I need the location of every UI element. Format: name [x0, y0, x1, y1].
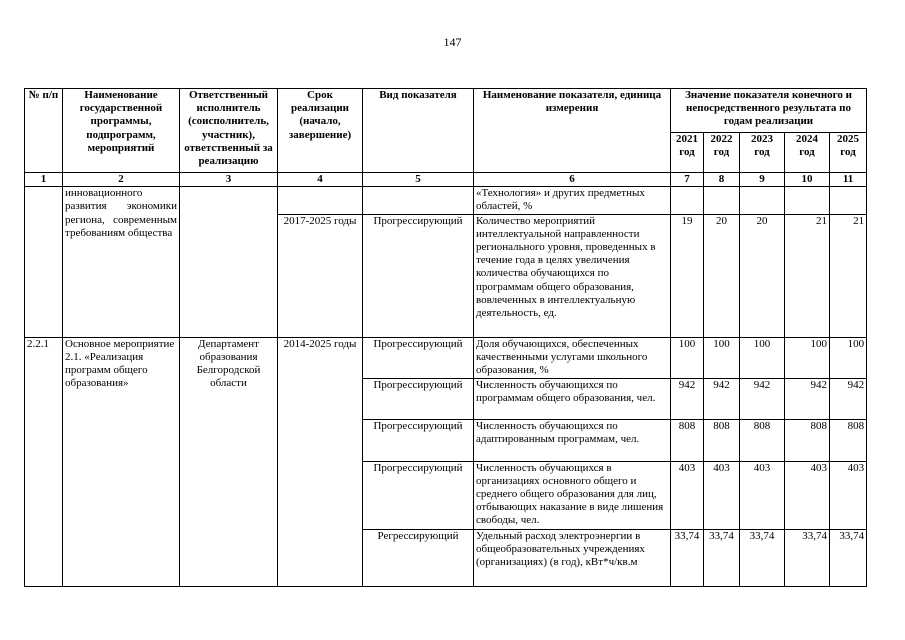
col-num: 8 [704, 173, 740, 187]
indicator-cell: Численность обучающихся по адаптированным программам, чел. [474, 419, 671, 461]
col-num: 5 [363, 173, 474, 187]
value-cell: 20 [740, 214, 785, 337]
col-num: 2 [63, 173, 180, 187]
value-cell: 20 [704, 214, 740, 337]
indicator-cell: Численность обучающихся в организациях основного общего и среднего общего образования для лиц, отбывающих наказание в виде лишения свободы, чел. [474, 461, 671, 529]
value-cell: 100 [704, 337, 740, 378]
header-num: № п/п [25, 89, 63, 173]
page-number: 147 [443, 35, 462, 49]
value-cell: 33,74 [704, 529, 740, 586]
header-type: Вид показателя [363, 89, 474, 173]
value-cell: 21 [830, 214, 867, 337]
value-cell: 942 [830, 378, 867, 419]
header-year-2021: 2021 год [671, 133, 704, 173]
value-cell: 942 [785, 378, 830, 419]
value-cell: 808 [671, 419, 704, 461]
col-num: 3 [180, 173, 278, 187]
value-cell: 942 [671, 378, 704, 419]
col-num: 6 [474, 173, 671, 187]
indicator-cell: Численность обучающихся по программам общего образования, чел. [474, 378, 671, 419]
value-cell: 33,74 [740, 529, 785, 586]
table-row [25, 337, 867, 378]
row-number-cell: 2.2.1 [25, 337, 63, 586]
header-year-2025: 2025 год [830, 133, 867, 173]
indicator-cell: Количество мероприятий интеллектуальной направленности регионального уровня, проведенных в течение года в целях увеличения количества обучающихся по программам общего образования, вовлеченных в интеллектуальную деятельность, ед. [474, 214, 671, 337]
value-cell: 942 [704, 378, 740, 419]
value-cell: 21 [785, 214, 830, 337]
header-period: Срок реализации (начало, завершение) [278, 89, 363, 173]
value-cell: 100 [671, 337, 704, 378]
executor-cell: Департамент образования Белгородской области [180, 337, 278, 586]
header-indicator: Наименование показателя, единица измерения [474, 89, 671, 173]
column-number-row [25, 173, 867, 187]
header-executor: Ответственный исполнитель (соисполнитель, участник), ответственный за реализацию [180, 89, 278, 173]
value-cell: 808 [785, 419, 830, 461]
type-cell: Прогрессирующий [363, 214, 474, 337]
type-cell: Прогрессирующий [363, 378, 474, 419]
value-cell: 403 [671, 461, 704, 529]
col-num: 10 [785, 173, 830, 187]
header-year-2024: 2024 год [785, 133, 830, 173]
value-cell: 33,74 [785, 529, 830, 586]
period-cell: 2017-2025 годы [278, 214, 363, 337]
value-cell: 808 [740, 419, 785, 461]
col-num: 1 [25, 173, 63, 187]
header-year-2022: 2022 год [704, 133, 740, 173]
program-name-cell: Основное мероприятие 2.1. «Реализация программ общего образования» [63, 337, 180, 586]
indicator-cell: «Технология» и других предметных областей, % [474, 187, 671, 214]
value-cell: 403 [785, 461, 830, 529]
indicator-cell: Удельный расход электроэнергии в общеобразовательных учреждениях (организациях) (в год), кВт*ч/кв.м [474, 529, 671, 586]
type-cell: Прогрессирующий [363, 337, 474, 378]
indicator-cell: Доля обучающихся, обеспеченных качественными услугами школьного образования, % [474, 337, 671, 378]
value-cell: 808 [830, 419, 867, 461]
value-cell: 403 [704, 461, 740, 529]
program-name-cell: инновационного развития экономики региона, современным требованиям общества [63, 187, 180, 337]
value-cell: 33,74 [830, 529, 867, 586]
type-cell: Регрессирующий [363, 529, 474, 586]
type-cell: Прогрессирующий [363, 419, 474, 461]
value-cell: 403 [830, 461, 867, 529]
header-year-2023: 2023 год [740, 133, 785, 173]
col-num: 4 [278, 173, 363, 187]
value-cell: 100 [830, 337, 867, 378]
value-cell: 19 [671, 214, 704, 337]
value-cell: 100 [740, 337, 785, 378]
header-values-group: Значение показателя конечного и непосредственного результата по годам реализации [671, 89, 867, 133]
value-cell: 403 [740, 461, 785, 529]
value-cell: 100 [785, 337, 830, 378]
col-num: 11 [830, 173, 867, 187]
col-num: 7 [671, 173, 704, 187]
period-cell: 2014-2025 годы [278, 337, 363, 586]
indicators-table [24, 88, 867, 587]
value-cell: 33,74 [671, 529, 704, 586]
value-cell: 942 [740, 378, 785, 419]
header-name: Наименование государственной программы, подпрограмм, мероприятий [63, 89, 180, 173]
col-num: 9 [740, 173, 785, 187]
type-cell: Прогрессирующий [363, 461, 474, 529]
value-cell: 808 [704, 419, 740, 461]
table-row [25, 187, 867, 214]
